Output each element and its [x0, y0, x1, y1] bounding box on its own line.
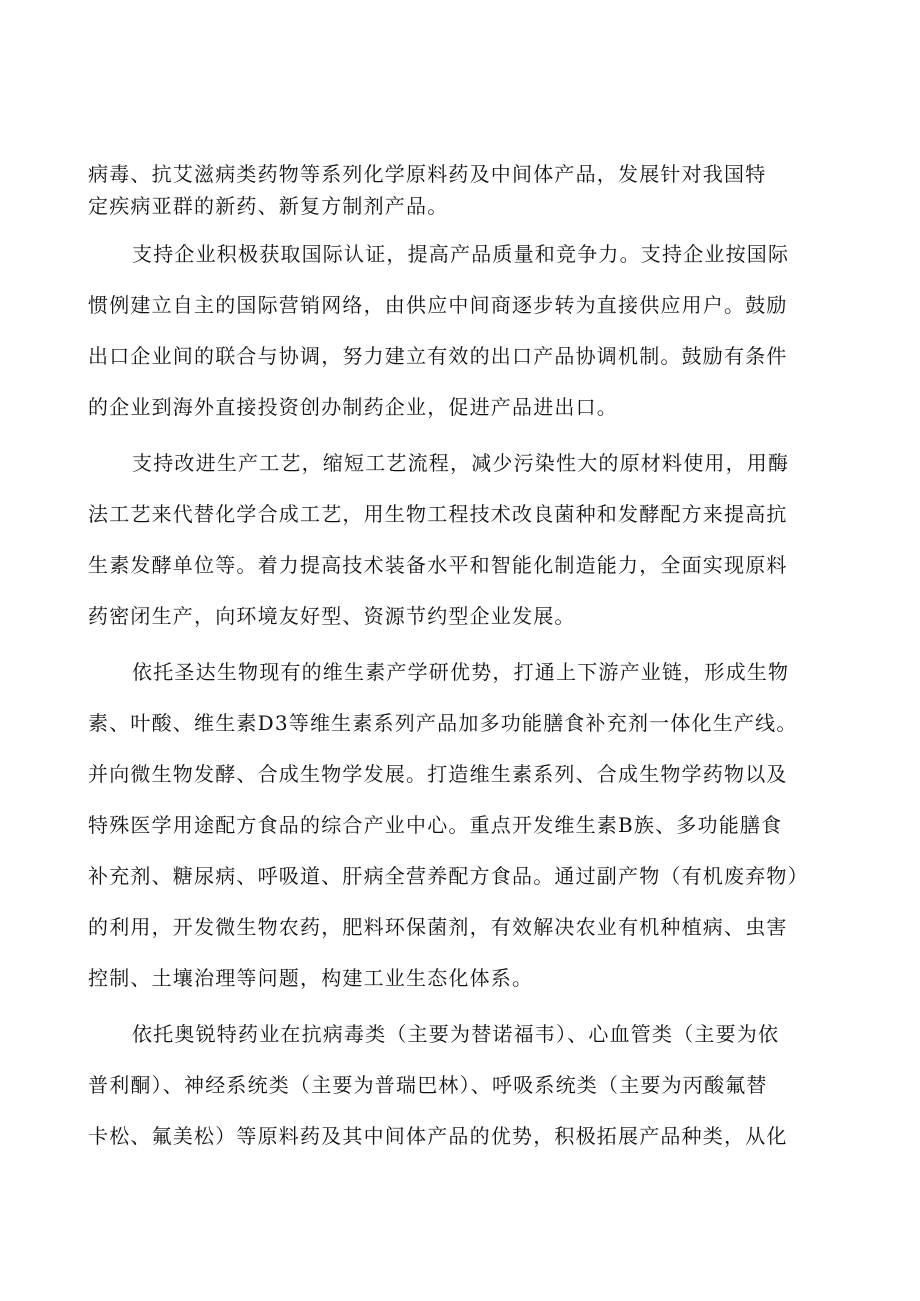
paragraph-2-line-1: 支持企业积极获取国际认证，提高产品质量和竞争力。支持企业按国际	[132, 242, 790, 266]
paragraph-4-line-1: 依托圣达生物现有的维生素产学研优势，打通上下游产业链，形成生物	[132, 660, 790, 684]
paragraph-2-line-3: 出口企业间的联合与协调，努力建立有效的出口产品协调机制。鼓励有条件	[88, 344, 788, 368]
paragraph-4-line-6: 的利用，开发微生物农药，肥料环保菌剂，有效解决农业有机种植病、虫害	[88, 915, 788, 939]
paragraph-3-line-1: 支持改进生产工艺，缩短工艺流程，减少污染性大的原材料使用，用酶	[132, 451, 790, 475]
paragraph-4-line-7: 控制、土壤治理等问题，构建工业生态化体系。	[88, 966, 534, 990]
paragraph-2-line-4: 的企业到海外直接投资创办制药企业，促进产品进出口。	[88, 395, 618, 419]
paragraph-3-line-2: 法工艺来代替化学合成工艺，用生物工程技术改良菌种和发酵配方来提高抗	[88, 502, 788, 526]
paragraph-5-line-1: 依托奥锐特药业在抗病毒类（主要为替诺福韦）、心血管类（主要为依	[132, 1022, 780, 1046]
paragraph-4-line-2: 素、叶酸、维生素D3等维生素系列产品加多功能膳食补充剂一体化生产线。	[88, 711, 798, 735]
paragraph-3-line-4: 药密闭生产，向环境友好型、资源节约型企业发展。	[88, 604, 576, 628]
paragraph-2-line-2: 惯例建立自主的国际营销网络，由供应中间商逐步转为直接供应用户。鼓励	[88, 293, 788, 317]
paragraph-5-line-3: 卡松、氟美松）等原料药及其中间体产品的优势，积极拓展产品种类，从化	[88, 1124, 788, 1148]
paragraph-4-line-3: 并向微生物发酵、合成生物学发展。打造维生素系列、合成生物学药物以及	[88, 762, 788, 786]
paragraph-4-line-5: 补充剂、糖尿病、呼吸道、肝病全营养配方食品。通过副产物（有机废弃物）	[88, 864, 809, 888]
document-body	[88, 0, 840, 1301]
paragraph-4-line-4: 特殊医学用途配方食品的综合产业中心。重点开发维生素B族、多功能膳食	[88, 813, 783, 837]
paragraph-1-line-2: 定疾病亚群的新药、新复方制剂产品。	[88, 194, 449, 218]
paragraph-1-line-1: 病毒、抗艾滋病类药物等系列化学原料药及中间体产品，发展针对我国特	[88, 162, 767, 186]
paragraph-5-line-2: 普利酮）、神经系统类（主要为普瑞巴林）、呼吸系统类（主要为丙酸氟替	[88, 1073, 768, 1097]
paragraph-3-line-3: 生素发酵单位等。着力提高技术装备水平和智能化制造能力，全面实现原料	[88, 553, 788, 577]
